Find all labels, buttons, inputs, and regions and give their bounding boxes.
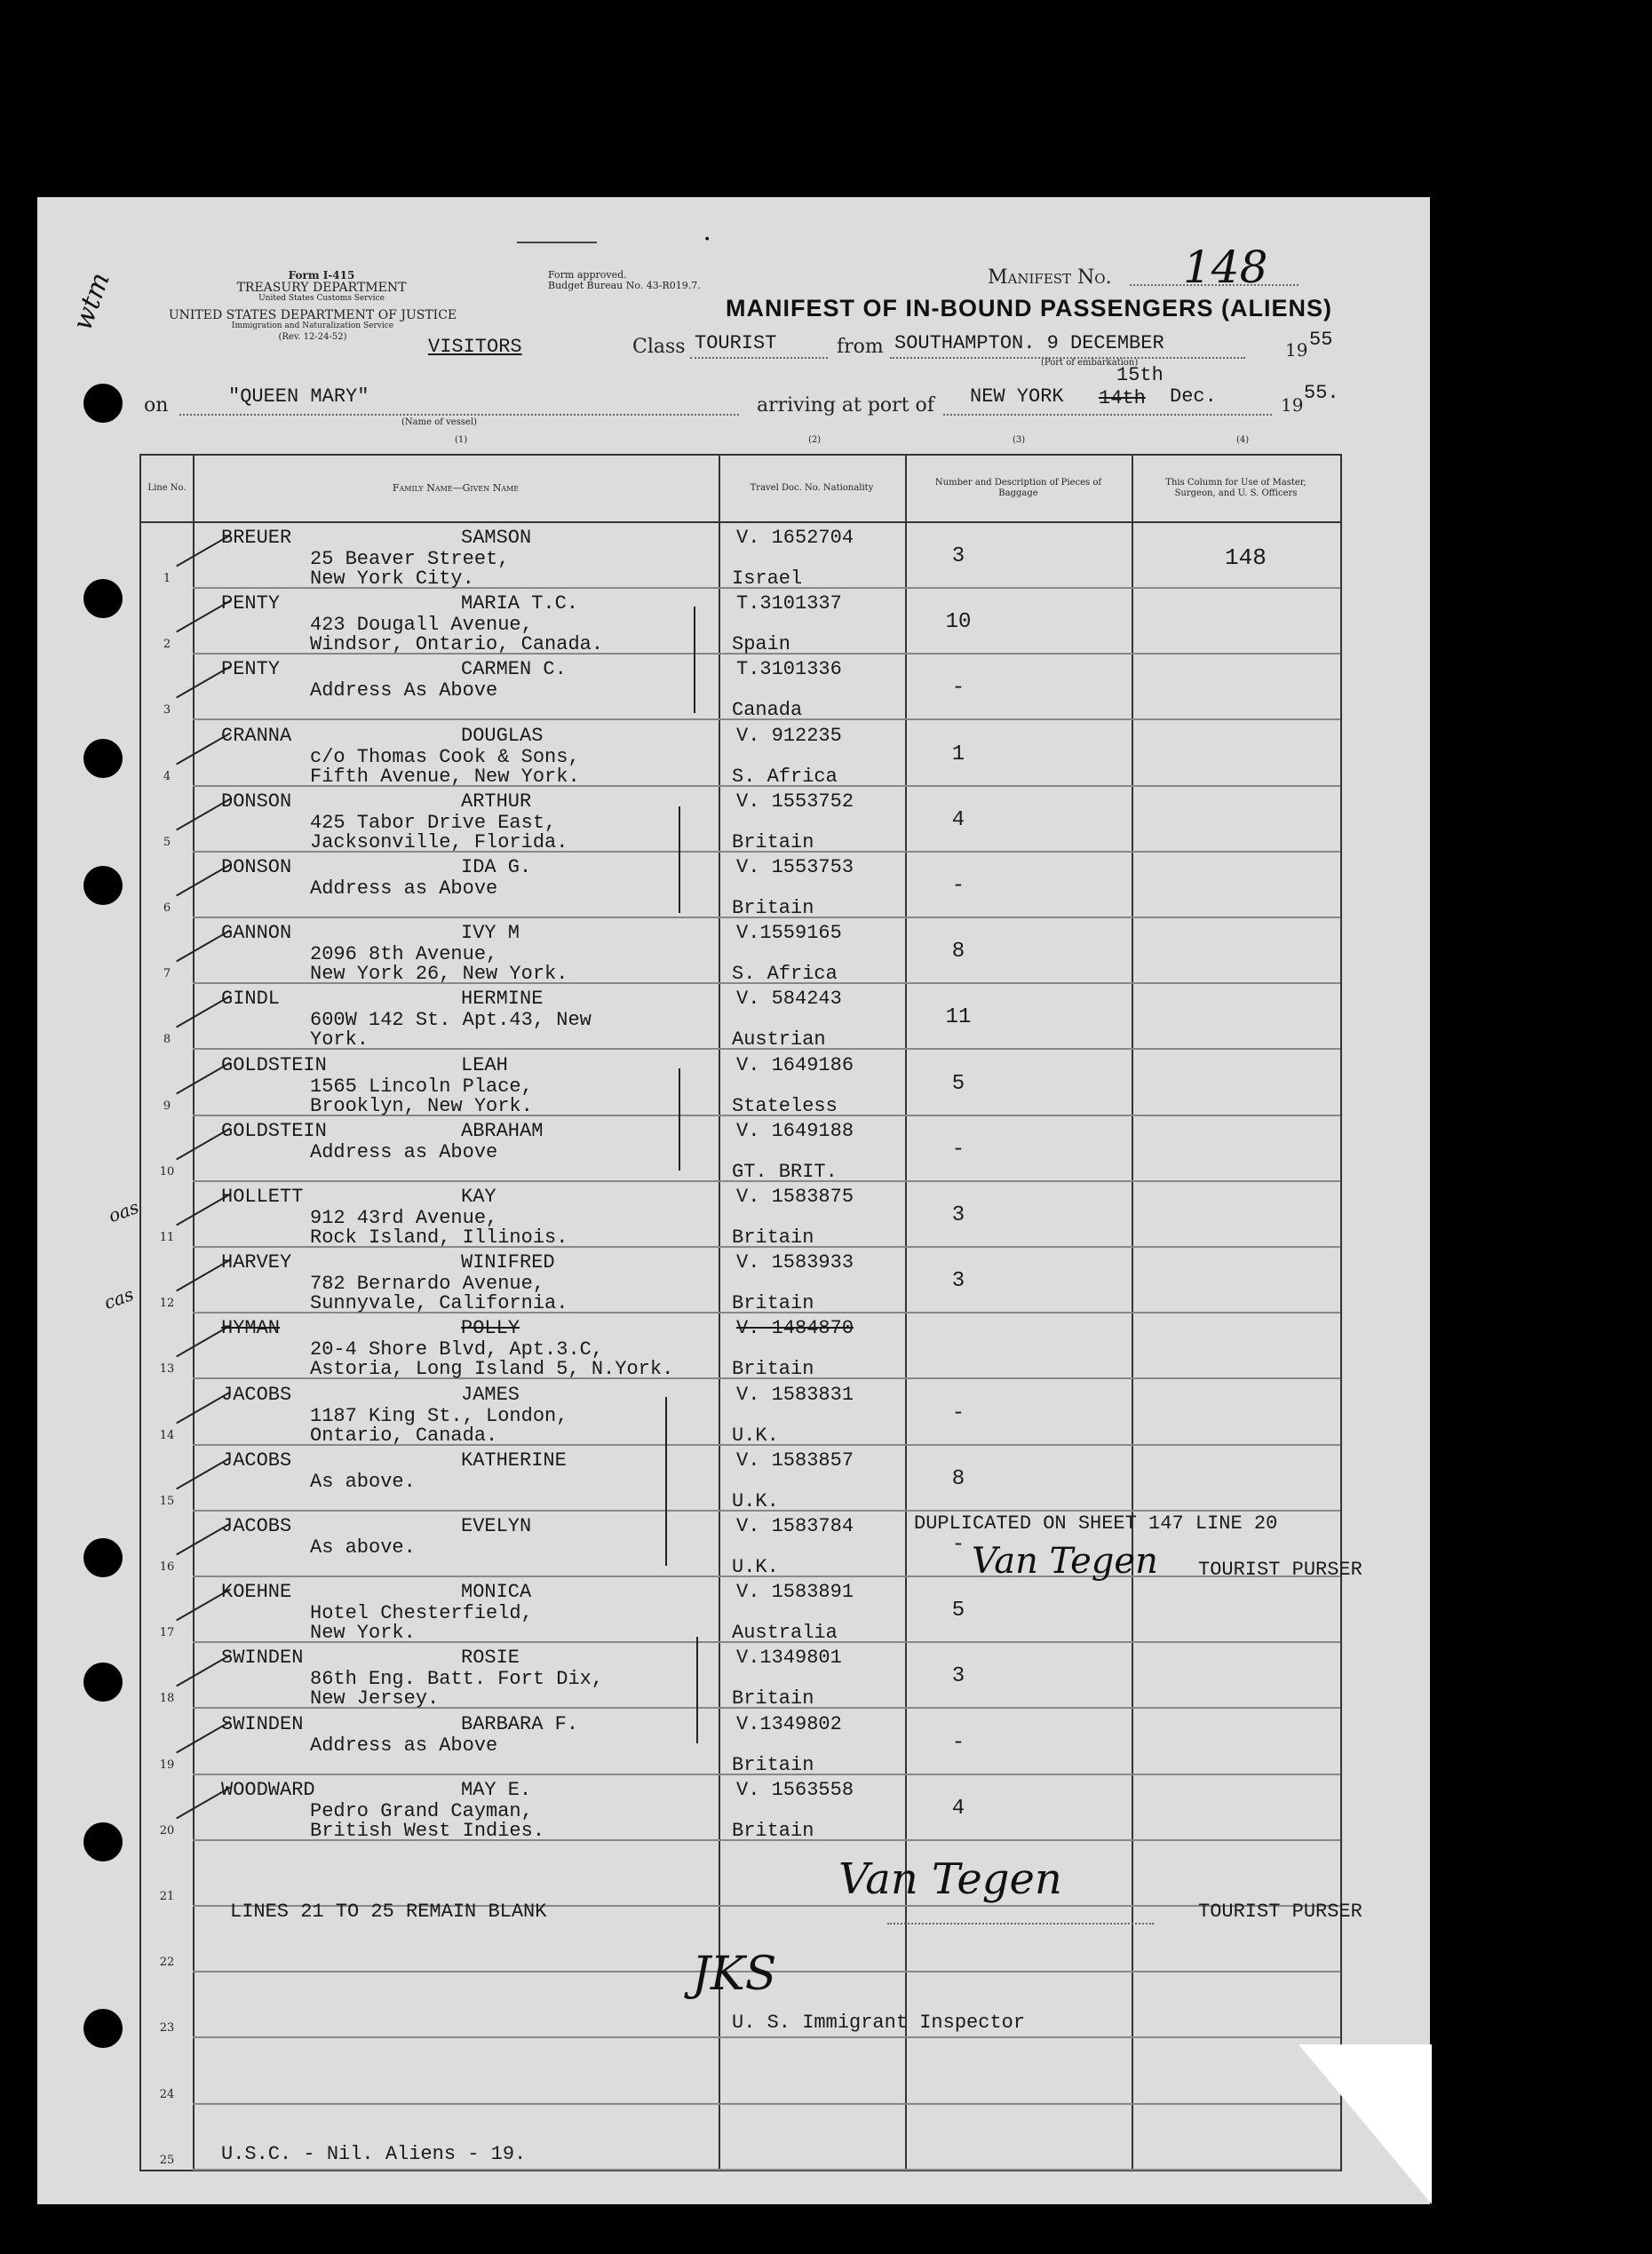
table-row [141, 1577, 1340, 1643]
line-number: 21 [159, 1890, 175, 1903]
inspector-signature: JKS [692, 1948, 777, 2001]
family-name: KOEHNE [221, 1581, 292, 1604]
nationality: S. Africa [732, 765, 838, 788]
corner-handwriting: wtm [67, 268, 116, 335]
manifest-no-label: Manifest No. [988, 266, 1112, 289]
travel-doc-no: V. 1583933 [736, 1251, 854, 1274]
punch-hole [83, 1538, 123, 1577]
address-line: 782 Bernardo Avenue, [310, 1273, 545, 1296]
family-name: GOLDSTEIN [221, 1119, 327, 1142]
address-line: Hotel Chesterfield, [310, 1602, 533, 1625]
address-line: As above. [310, 1470, 416, 1493]
address-line: New Jersey. [310, 1687, 440, 1710]
line-number: 1 [163, 572, 171, 585]
family-name: BREUER [221, 527, 292, 549]
nationality: U.K. [732, 1556, 779, 1578]
travel-doc-no: V.1349801 [736, 1647, 842, 1670]
vessel-name: "QUEEN MARY" [228, 385, 369, 408]
dash-mark [517, 242, 597, 243]
embark-year: 55 [1309, 329, 1333, 351]
purser-signature: Van Tegen [972, 1541, 1158, 1582]
table-row [141, 1710, 1340, 1775]
family-name: JACOBS [221, 1515, 292, 1537]
officer-note: 148 [1225, 544, 1267, 571]
col-header-line: Line No. [147, 483, 187, 493]
given-name: JAMES [461, 1383, 520, 1406]
table-row [141, 918, 1340, 984]
table-row [141, 1841, 1340, 1907]
travel-doc-no: V. 1583857 [736, 1448, 854, 1472]
nationality: Australia [732, 1622, 838, 1645]
purser-note: TOURIST PURSER [1198, 1559, 1362, 1581]
given-name: IVY M [461, 922, 520, 945]
family-name: PENTY [221, 592, 281, 615]
address-line: Pedro Grand Cayman, [310, 1799, 533, 1822]
table-row [141, 1182, 1340, 1248]
given-name: ABRAHAM [461, 1119, 544, 1142]
baggage-count: 3 [951, 1203, 965, 1227]
arriving-label: arriving at port of [757, 394, 934, 417]
col-number: (3) [1013, 435, 1026, 445]
line-number: 11 [159, 1231, 175, 1244]
family-name: HARVEY [221, 1251, 292, 1274]
nationality: Britain [732, 830, 814, 853]
table-row [141, 1248, 1340, 1314]
embark-caption: (Port of embarkation) [1041, 358, 1139, 368]
line-number: 7 [163, 967, 171, 981]
margin-note: oas [105, 1195, 142, 1227]
arrival-month: Dec. [1170, 385, 1217, 408]
address-line: New York 26, New York. [310, 963, 568, 986]
line-number: 25 [159, 2153, 175, 2167]
address-line: 86th Eng. Batt. Fort Dix, [310, 1668, 604, 1691]
line-number: 9 [163, 1099, 171, 1113]
baggage-count: 3 [951, 544, 965, 568]
baggage-count: 8 [951, 940, 965, 964]
baggage-count: - [951, 1401, 965, 1425]
col-number: (1) [455, 435, 468, 445]
family-name: JACOBS [221, 1383, 292, 1406]
family-name: HYMAN [221, 1317, 281, 1340]
given-name: CARMEN C. [461, 658, 567, 681]
given-name: DOUGLAS [461, 724, 544, 747]
given-name: POLLY [461, 1317, 520, 1340]
form-approved: Form approved. [548, 269, 627, 281]
manifest-page [37, 197, 1430, 2204]
on-label: on [144, 394, 169, 417]
table-row [141, 984, 1340, 1050]
nationality: Britain [732, 1226, 814, 1249]
travel-doc-no: V. 1652704 [736, 527, 854, 549]
address-line: 912 43rd Avenue, [310, 1207, 498, 1229]
baggage-count: 5 [951, 1599, 965, 1623]
arrival-day: 15th [1116, 364, 1164, 386]
punch-hole [83, 384, 123, 423]
given-name: IDA G. [461, 856, 532, 878]
ins-service: Immigration and Naturalization Service [231, 321, 394, 330]
budget-bureau: Budget Bureau No. 43-R019.7. [548, 280, 701, 291]
table-row [141, 853, 1340, 918]
punch-hole [83, 739, 123, 778]
address-line: 2096 8th Avenue, [310, 943, 498, 966]
nationality: Austrian [732, 1028, 826, 1052]
line-number: 12 [159, 1297, 175, 1311]
year-prefix: 19 [1285, 339, 1308, 361]
table-row [141, 1314, 1340, 1379]
travel-doc-no: V. 1583875 [736, 1186, 854, 1208]
table-row [141, 1380, 1340, 1446]
baggage-count: 8 [951, 1466, 965, 1491]
table-row [141, 523, 1340, 589]
revision-date: (Rev. 12-24-52) [278, 332, 347, 342]
table-row [141, 1051, 1340, 1116]
table-row [141, 721, 1340, 787]
line-number: 5 [163, 835, 171, 849]
treasury-dept: TREASURY DEPARTMENT [236, 281, 407, 295]
given-name: MAY E. [461, 1778, 532, 1801]
table-row [141, 589, 1340, 655]
family-name: DONSON [221, 790, 292, 813]
travel-doc-no: T.3101336 [736, 658, 842, 681]
address-line: Jacksonville, Florida. [310, 830, 568, 853]
nationality: Britain [732, 1292, 814, 1315]
table-row [141, 1446, 1340, 1512]
travel-doc-no: V. 1583831 [736, 1383, 854, 1406]
address-line: Sunnyvale, California. [310, 1292, 568, 1315]
class-value: TOURIST [695, 332, 777, 354]
baggage-count: - [951, 1533, 965, 1557]
baggage-count: 3 [951, 1269, 965, 1294]
given-name: HERMINE [461, 988, 544, 1011]
col-header-doc: Travel Doc. No. Nationality [750, 483, 874, 493]
address-line: New York City. [310, 567, 474, 590]
customs-service: United States Customs Service [258, 294, 385, 303]
punch-hole [83, 866, 123, 905]
address-line: 25 Beaver Street, [310, 548, 510, 570]
col-header-name: Family Name—Given Name [392, 482, 520, 495]
line-number: 16 [159, 1560, 175, 1574]
folded-corner [1299, 2044, 1432, 2204]
year-prefix: 19 [1281, 394, 1304, 416]
inspector-caption: U. S. Immigrant Inspector [732, 2012, 1026, 2034]
travel-doc-no: V. 1553753 [736, 856, 854, 878]
address-line: 600W 142 St. Apt.43, New [310, 1009, 592, 1032]
form-number: Form I-415 [288, 269, 355, 282]
table-row [141, 1643, 1340, 1709]
table-row [141, 655, 1340, 720]
family-name: CRANNA [221, 724, 292, 747]
baggage-count: - [951, 1137, 965, 1162]
address-line: Address as Above [310, 1734, 498, 1757]
line-number: 14 [159, 1428, 175, 1442]
nationality: U.K. [732, 1489, 779, 1512]
baggage-count: 4 [951, 807, 965, 832]
given-name: BARBARA F. [461, 1712, 579, 1735]
dot-mark: • [703, 233, 711, 247]
col-number: (2) [808, 435, 822, 445]
nationality: Israel [732, 567, 803, 590]
family-name: GANNON [221, 922, 292, 945]
baggage-count: - [951, 676, 965, 701]
baggage-count: 1 [951, 742, 965, 766]
address-line: Ontario, Canada. [310, 1424, 498, 1447]
punch-hole [83, 579, 123, 618]
travel-doc-no: T.3101337 [736, 592, 842, 615]
blank-lines-note: LINES 21 TO 25 REMAIN BLANK [230, 1901, 547, 1923]
arrival-port: NEW YORK [970, 385, 1064, 408]
family-name: PENTY [221, 658, 281, 681]
given-name: KATHERINE [461, 1448, 567, 1472]
nationality: S. Africa [732, 963, 838, 986]
given-name: MONICA [461, 1581, 532, 1604]
nationality: Britain [732, 1753, 814, 1776]
address-line: 20-4 Shore Blvd, Apt.3.C, [310, 1338, 604, 1361]
address-line: British West Indies. [310, 1819, 545, 1842]
travel-doc-no: V.1349802 [736, 1712, 842, 1735]
baggage-count: 5 [951, 1071, 965, 1096]
address-line: 425 Tabor Drive East, [310, 811, 557, 834]
justice-dept: UNITED STATES DEPARTMENT OF JUSTICE [168, 308, 457, 322]
given-name: KAY [461, 1186, 496, 1208]
col-number: (4) [1236, 435, 1250, 445]
given-name: LEAH [461, 1053, 508, 1076]
visitors-label: VISITORS [428, 336, 522, 358]
address-line: 1565 Lincoln Place, [310, 1075, 533, 1098]
line-number: 17 [159, 1626, 175, 1640]
address-line: Brooklyn, New York. [310, 1094, 533, 1117]
col-header-baggage: Number and Description of Pieces of Baggage [934, 478, 1102, 498]
family-name: WOODWARD [221, 1778, 315, 1801]
address-line: New York. [310, 1622, 416, 1645]
travel-doc-no: V. 912235 [736, 724, 842, 747]
nationality: Britain [732, 1358, 814, 1381]
address-line: As above. [310, 1536, 416, 1559]
given-name: ARTHUR [461, 790, 532, 813]
line-number: 6 [163, 901, 171, 915]
col-header-officers: This Column for Use of Master, Surgeon, and U. S. Officers [1165, 478, 1307, 498]
nationality: Spain [732, 633, 791, 656]
given-name: WINIFRED [461, 1251, 555, 1274]
nationality: Canada [732, 699, 803, 722]
address-line: York. [310, 1028, 369, 1052]
baggage-count: - [951, 874, 965, 898]
family-name: GOLDSTEIN [221, 1053, 327, 1076]
nationality: GT. BRIT. [732, 1160, 838, 1183]
nationality: Britain [732, 1819, 814, 1842]
travel-doc-no: V. 1583784 [736, 1515, 854, 1537]
arrival-year: 55. [1304, 382, 1339, 404]
duplicated-note: DUPLICATED ON SHEET 147 LINE 20 [914, 1512, 1278, 1535]
given-name: ROSIE [461, 1647, 520, 1670]
travel-doc-no: V. 1563558 [736, 1778, 854, 1801]
address-line: 1187 King St., London, [310, 1404, 568, 1427]
family-name: DONSON [221, 856, 292, 878]
table-row [141, 1116, 1340, 1182]
punch-hole [83, 2009, 123, 2048]
table-row [141, 787, 1340, 853]
baggage-count: 4 [951, 1796, 965, 1821]
purser-signature: Van Tegen [838, 1854, 1062, 1904]
line-number: 19 [159, 1758, 175, 1772]
baggage-count: 3 [951, 1664, 965, 1689]
line-number: 23 [159, 2021, 175, 2036]
from-label: from [837, 336, 884, 358]
travel-doc-no: V. 1553752 [736, 790, 854, 813]
line-number: 8 [163, 1033, 171, 1047]
travel-doc-no: V.1559165 [736, 922, 842, 945]
embarkation-port: SOUTHAMPTON. 9 DECEMBER [894, 332, 1164, 354]
line-number: 3 [163, 703, 171, 718]
vessel-caption: (Name of vessel) [401, 417, 477, 427]
line-number: 13 [159, 1362, 175, 1377]
table-row [141, 1775, 1340, 1841]
class-label: Class [632, 336, 686, 358]
family-name: SWINDEN [221, 1712, 304, 1735]
address-line: Address As Above [310, 679, 498, 702]
line-number: 10 [159, 1164, 175, 1179]
given-name: EVELYN [461, 1515, 532, 1537]
passenger-table [139, 454, 1362, 2171]
travel-doc-no: V. 1484870 [736, 1317, 854, 1340]
baggage-count: 11 [945, 1005, 972, 1030]
nationality: Britain [732, 1687, 814, 1710]
address-line: Address as Above [310, 1140, 498, 1163]
address-line: Astoria, Long Island 5, N.York. [310, 1358, 674, 1381]
baggage-count: - [951, 1730, 965, 1755]
line-number: 18 [159, 1692, 175, 1706]
line-number: 20 [159, 1823, 175, 1837]
travel-doc-no: V. 584243 [736, 988, 842, 1011]
travel-doc-no: V. 1649188 [736, 1119, 854, 1142]
punch-hole [83, 1822, 123, 1861]
punch-hole [83, 1663, 123, 1702]
line-number: 4 [163, 769, 171, 783]
page-title: MANIFEST OF IN-BOUND PASSENGERS (ALIENS) [726, 295, 1333, 321]
baggage-count: 10 [945, 610, 972, 635]
table-row [141, 2039, 1340, 2105]
purser-note: TOURIST PURSER [1198, 1901, 1362, 1923]
nationality: Stateless [732, 1094, 838, 1117]
address-line: Rock Island, Illinois. [310, 1226, 568, 1249]
family-name: HOLLETT [221, 1186, 304, 1208]
address-line: c/o Thomas Cook & Sons, [310, 745, 580, 768]
line-number: 15 [159, 1494, 175, 1508]
travel-doc-no: V. 1649186 [736, 1053, 854, 1076]
address-line: Fifth Avenue, New York. [310, 765, 580, 788]
line-number: 24 [159, 2087, 175, 2101]
arrival-day-struck: 14th [1099, 387, 1146, 409]
line-number: 22 [159, 1956, 175, 1970]
given-name: SAMSON [461, 527, 532, 549]
given-name: MARIA T.C. [461, 592, 579, 615]
margin-note: cas [100, 1283, 137, 1314]
address-line: 423 Dougall Avenue, [310, 614, 533, 637]
manifest-number: 148 [1183, 242, 1268, 293]
family-name: JACOBS [221, 1448, 292, 1472]
footer-summary: U.S.C. - Nil. Aliens - 19. [221, 2143, 527, 2165]
family-name: SWINDEN [221, 1647, 304, 1670]
family-name: GINDL [221, 988, 281, 1011]
nationality: Britain [732, 897, 814, 919]
travel-doc-no: V. 1583891 [736, 1581, 854, 1604]
address-line: Windsor, Ontario, Canada. [310, 633, 604, 656]
line-number: 2 [163, 638, 171, 652]
address-line: Address as Above [310, 877, 498, 900]
nationality: U.K. [732, 1424, 779, 1447]
